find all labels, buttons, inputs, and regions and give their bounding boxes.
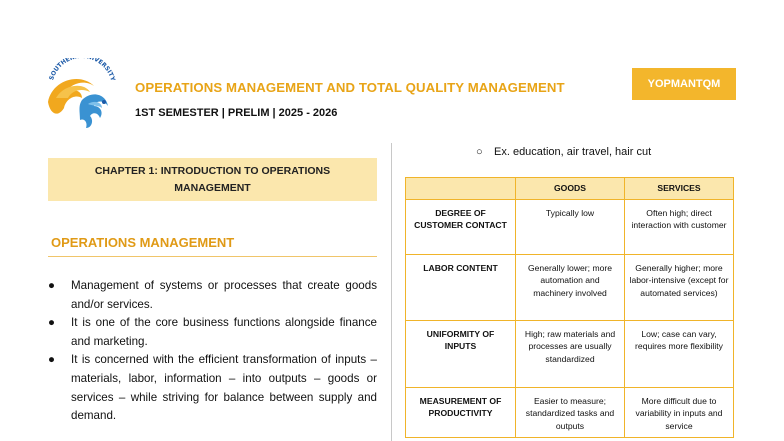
list-item-text: Management of systems or processes that create goods and/or services. (71, 279, 377, 311)
row-label: UNIFORMITY OF INPUTS (406, 321, 516, 388)
services-cell: More difficult due to variability in inputs and service (625, 388, 734, 438)
row-label: MEASUREMENT OF PRODUCTIVITY (406, 388, 516, 438)
list-item-text: It is concerned with the efficient transformation of inputs – materials, labor, information – into outputs – goods or services – while striving for balance between supply and demand. (71, 353, 377, 423)
table-header-cell (406, 178, 516, 200)
bullet-list (48, 277, 377, 426)
logo-icon (42, 58, 120, 134)
svg-text:SOUTHERN UNIVERSITY (48, 58, 116, 83)
table-row (406, 388, 734, 438)
table-header-services: SERVICES (625, 178, 734, 200)
bullet-icon: ● (48, 353, 56, 367)
section-heading: OPERATIONS MANAGEMENT (51, 235, 235, 250)
goods-cell: Generally lower; more automation and machinery involved (516, 255, 625, 321)
table-header-row (406, 178, 734, 200)
hollow-bullet-icon: ○ (476, 146, 483, 158)
services-cell: Often high; direct interaction with customer (625, 200, 734, 255)
table-row (406, 255, 734, 321)
bullet-icon: ● (48, 316, 56, 330)
services-cell: Generally higher; more labor-intensive (except for automated services) (625, 255, 734, 321)
list-item (48, 351, 377, 425)
example-text: Ex. education, air travel, hair cut (494, 146, 652, 158)
goods-cell: High; raw materials and processes are usually standardized (516, 321, 625, 388)
row-label: DEGREE OF CUSTOMER CONTACT (406, 200, 516, 255)
row-label: LABOR CONTENT (406, 255, 516, 321)
list-item (48, 314, 377, 351)
goods-cell: Typically low (516, 200, 625, 255)
example-line (476, 146, 651, 158)
list-item (48, 277, 377, 314)
list-item-text: It is one of the core business functions alongside finance and marketing. (71, 316, 377, 348)
column-divider (391, 143, 392, 441)
table-row (406, 200, 734, 255)
bullet-icon: ● (48, 279, 56, 292)
university-logo (42, 58, 120, 134)
goods-vs-services-table (405, 177, 734, 438)
document-title: OPERATIONS MANAGEMENT AND TOTAL QUALITY MANAGEMENT (135, 80, 565, 95)
table-row (406, 321, 734, 388)
logo-text: SOUTHER IVERSITY (48, 58, 117, 82)
chapter-heading (48, 158, 377, 201)
document-subtitle: 1ST SEMESTER | PRELIM | 2025 - 2026 (135, 107, 338, 119)
course-code-badge: YOPMANTQM (632, 68, 736, 100)
table-header-goods: GOODS (516, 178, 625, 200)
section-underline (48, 256, 377, 257)
services-cell: Low; case can vary, requires more flexibility (625, 321, 734, 388)
goods-cell: Easier to measure; standardized tasks and outputs (516, 388, 625, 438)
chapter-title: CHAPTER 1: INTRODUCTION TO OPERATIONS MANAGEMENT (94, 165, 331, 194)
